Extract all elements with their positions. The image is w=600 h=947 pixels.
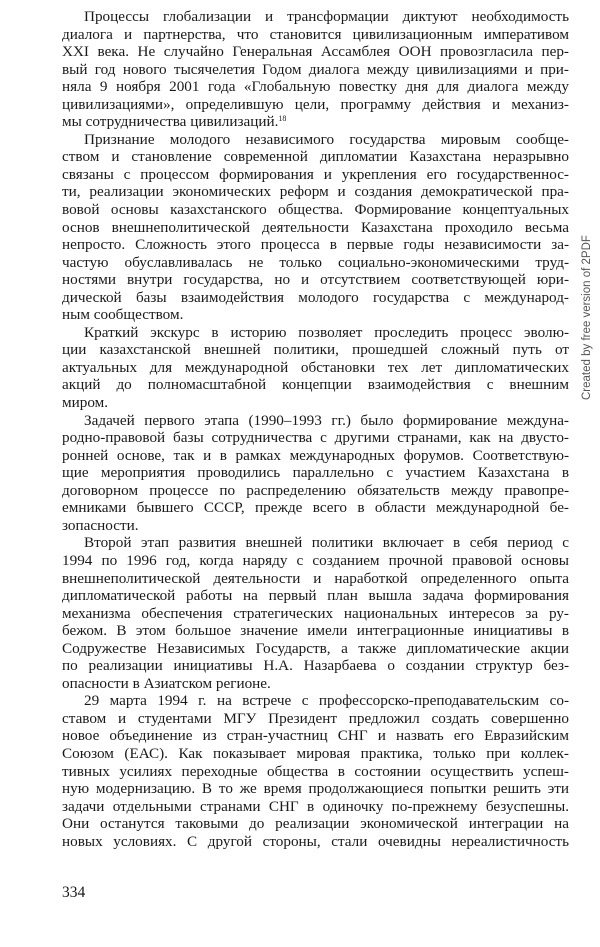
paragraph — [62, 412, 569, 535]
text-line: актуальных для международной обстановки тех лет дипломатических — [62, 358, 569, 376]
text-line: Задачей первого этапа (1990–1993 гг.) было формирование междуна- — [84, 411, 569, 429]
text-line: Они останутся таковыми до реализации экономической интеграции на — [62, 815, 569, 833]
text-line: зопасности. — [62, 516, 139, 534]
text-line: диалога и партнерства, что становится цивилизационным императивом — [62, 25, 569, 43]
text-line: задачи отдельными странами СНГ в одиночку по-прежнему безуспешны. — [62, 797, 569, 815]
text-line: Признание молодого независимого государства мировым сообще- — [84, 130, 569, 148]
text-line: Содружестве Независимых Государств, а также дипломатические акции — [62, 639, 569, 657]
text-line: Второй этап развития внешней политики включает в себя период с — [84, 534, 569, 552]
text-line: бежом. В этом большое значение имели интеграционные инициативы в — [62, 622, 569, 640]
text-line: ную модернизацию. В то же время продолжающиеся попытки решить эти — [62, 780, 569, 798]
text-line: непросто. Сложность этого процесса в первые годы независимости за- — [62, 236, 569, 254]
text-line: связаны с процессом формирования и укрепления его государственнос- — [62, 165, 569, 183]
text-line: основ внешнеполитической деятельности Казахстана проходило весьма — [62, 218, 569, 236]
text-line: ронней основе, так и в рамках международных форумов. Соответствую- — [62, 446, 569, 464]
text-line: частую обуславливалась не только социально-экономическими труд- — [62, 253, 569, 271]
text-line: 29 марта 1994 г. на встрече с профессорско-преподавательским со- — [84, 692, 569, 710]
text-line: дической базы взаимодействия молодого государства с международ- — [62, 288, 569, 306]
paragraph — [62, 534, 569, 692]
text-line: XXI века. Не случайно Генеральная Ассамблея ООН провозгласила пер- — [62, 43, 569, 61]
text-line: Союзом (ЕАС). Как показывает мировая практика, только при коллек- — [62, 744, 569, 762]
paragraph — [62, 131, 569, 324]
text-line: по реализации инициативы Н.А. Назарбаева о создании структур без- — [62, 657, 569, 675]
text-line: ти, реализации экономических реформ и создания демократической пра- — [62, 183, 569, 201]
text-line: ным сообществом. — [62, 306, 184, 324]
text-line: механизма обеспечения стратегических национальных интересов за ру- — [62, 604, 569, 622]
paragraph — [62, 8, 569, 131]
text-line: емниками бывшего СССР, прежде всего в области международной бе- — [62, 499, 569, 517]
text-line: ставом и студентами МГУ Президент предложил создать совершенно — [62, 709, 569, 727]
text-line: мы сотрудничества цивилизаций.$^{18}$ — [62, 113, 287, 131]
text-line: ции казахстанской внешней политики, прошедшей сложный путь от — [62, 341, 569, 359]
text-line: ностями внутри государства, но и отсутствием соответствующей юри- — [62, 271, 569, 289]
text-line: договорном процессе по распределению обязательств между правопре- — [62, 481, 569, 499]
text-line: тивных усилиях переходные общества в состоянии осуществить успеш- — [62, 762, 569, 780]
text-line: Краткий экскурс в историю позволяет проследить процесс эволю- — [84, 323, 569, 341]
text-line: 1994 по 1996 год, когда наряду с созданием прочной правовой основы — [62, 551, 569, 569]
text-line: миром. — [62, 394, 109, 412]
text-line: акций до полномасштабной концепции взаимодействия с внешним — [62, 376, 569, 394]
paragraph — [62, 692, 569, 850]
footnote-reference: 18 — [278, 114, 287, 124]
text-line: няла 9 ноября 2001 года «Глобальную повестку дня для диалога между — [62, 78, 569, 96]
text-line: щие мероприятия проводились параллельно с участием Казахстана в — [62, 464, 569, 482]
text-line: ством и становление современной дипломатии Казахстана неразрывно — [62, 148, 569, 166]
text-line: цивилизациями», определившую цели, программу действия и механиз- — [62, 95, 569, 113]
paragraph — [62, 324, 569, 412]
text-line: внешнеполитической деятельности и наработкой определенного опыта — [62, 569, 569, 587]
text-line: вовой основы казахстанского общества. Формирование концептуальных — [62, 201, 569, 219]
text-line: вый год нового тысячелетия Годом диалога между цивилизациями и при- — [62, 60, 569, 78]
page-body — [62, 8, 569, 850]
watermark: Created by free version of 2PDF — [581, 235, 593, 400]
text-line: родно-правовой базы сотрудничества с другими странами, как на двусто- — [62, 429, 569, 447]
text-line: Процессы глобализации и трансформации диктуют необходимость — [84, 8, 569, 25]
text-line: дипломатической работы на первый план вышла задача формирования — [62, 587, 569, 605]
text-line: новых условиях. С другой стороны, стали очевидны нереалистичность — [62, 832, 569, 850]
page-number: 334 — [62, 884, 86, 901]
text-line: опасности в Азиатском регионе. — [62, 674, 271, 692]
text-line: новое объединение из стран-участниц СНГ и назвать его Евразийским — [62, 727, 569, 745]
